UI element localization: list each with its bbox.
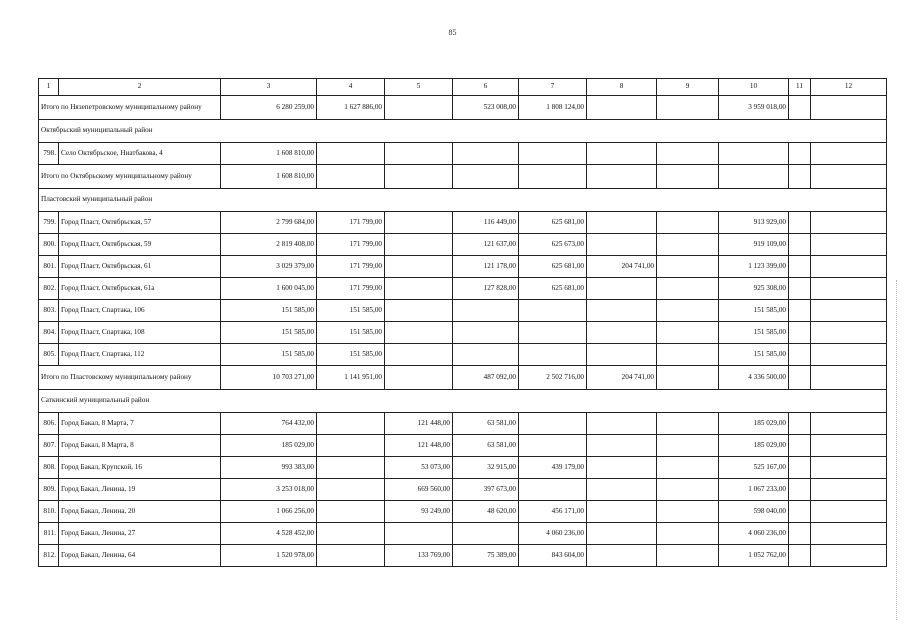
value-cell (385, 212, 453, 234)
value-cell: 171 799,00 (317, 234, 385, 256)
value-cell: 185 029,00 (719, 413, 789, 435)
value-cell (811, 278, 887, 300)
value-cell (657, 322, 719, 344)
value-cell (719, 165, 789, 189)
section-title: Октябрьский муниципальный район (39, 120, 887, 143)
value-cell: 1 052 762,00 (719, 545, 789, 567)
value-cell (789, 278, 811, 300)
value-cell (587, 96, 657, 120)
value-cell (587, 344, 657, 366)
address-cell: Город Бакал, Ленина, 20 (59, 501, 221, 523)
address-cell: Город Бакал, Ленина, 19 (59, 479, 221, 501)
value-cell (789, 413, 811, 435)
value-cell: 10 703 271,00 (221, 366, 317, 390)
value-cell (811, 545, 887, 567)
value-cell (587, 413, 657, 435)
value-cell: 3 029 379,00 (221, 256, 317, 278)
value-cell (789, 366, 811, 390)
value-cell: 171 799,00 (317, 256, 385, 278)
value-cell (587, 479, 657, 501)
value-cell: 4 528 452,00 (221, 523, 317, 545)
value-cell (657, 143, 719, 165)
total-row (39, 165, 887, 189)
row-index: 808. (39, 457, 59, 479)
value-cell (811, 501, 887, 523)
total-label: Итого по Пластовскому муниципальному району (39, 366, 221, 390)
value-cell (657, 545, 719, 567)
value-cell (657, 366, 719, 390)
value-cell: 6 280 259,00 (221, 96, 317, 120)
address-cell: Город Пласт, Спартака, 106 (59, 300, 221, 322)
value-cell (811, 523, 887, 545)
value-cell (587, 501, 657, 523)
value-cell (657, 165, 719, 189)
value-cell (789, 143, 811, 165)
value-cell (789, 212, 811, 234)
value-cell: 625 681,00 (519, 256, 587, 278)
value-cell (385, 165, 453, 189)
value-cell (453, 300, 519, 322)
value-cell: 913 929,00 (719, 212, 789, 234)
value-cell (587, 523, 657, 545)
value-cell (657, 300, 719, 322)
column-header: 11 (789, 79, 811, 96)
value-cell: 171 799,00 (317, 278, 385, 300)
table-row (39, 435, 887, 457)
table-row (39, 501, 887, 523)
value-cell (385, 322, 453, 344)
value-cell (519, 344, 587, 366)
column-header: 10 (719, 79, 789, 96)
table-row (39, 234, 887, 256)
value-cell (519, 435, 587, 457)
value-cell: 2 799 684,00 (221, 212, 317, 234)
total-row (39, 96, 887, 120)
section-title: Саткинский муниципальный район (39, 390, 887, 413)
row-index: 804. (39, 322, 59, 344)
value-cell: 625 681,00 (519, 212, 587, 234)
value-cell: 121 178,00 (453, 256, 519, 278)
page-number: 85 (448, 28, 457, 37)
value-cell (317, 165, 385, 189)
value-cell (385, 278, 453, 300)
value-cell (811, 212, 887, 234)
row-index: 805. (39, 344, 59, 366)
address-cell: Город Пласт, Октябрьская, 57 (59, 212, 221, 234)
value-cell: 121 448,00 (385, 413, 453, 435)
table-row (39, 143, 887, 165)
value-cell: 116 449,00 (453, 212, 519, 234)
value-cell: 185 029,00 (221, 435, 317, 457)
value-cell: 127 828,00 (453, 278, 519, 300)
total-row (39, 366, 887, 390)
value-cell (789, 457, 811, 479)
value-cell: 121 448,00 (385, 435, 453, 457)
value-cell: 487 092,00 (453, 366, 519, 390)
value-cell (811, 413, 887, 435)
value-cell (519, 300, 587, 322)
value-cell: 764 432,00 (221, 413, 317, 435)
column-header: 8 (587, 79, 657, 96)
value-cell (811, 165, 887, 189)
value-cell (657, 501, 719, 523)
column-header: 9 (657, 79, 719, 96)
value-cell (789, 256, 811, 278)
value-cell (385, 523, 453, 545)
value-cell (587, 435, 657, 457)
value-cell (453, 322, 519, 344)
column-header: 7 (519, 79, 587, 96)
value-cell: 3 959 018,00 (719, 96, 789, 120)
section-title: Пластовский муниципальный район (39, 189, 887, 212)
value-cell (789, 344, 811, 366)
value-cell: 525 167,00 (719, 457, 789, 479)
section-header-row (39, 390, 887, 413)
value-cell (317, 523, 385, 545)
value-cell: 151 585,00 (719, 344, 789, 366)
value-cell: 133 769,00 (385, 545, 453, 567)
value-cell: 63 581,00 (453, 413, 519, 435)
address-cell: Город Бакал, 8 Марта, 8 (59, 435, 221, 457)
value-cell (519, 479, 587, 501)
value-cell (657, 457, 719, 479)
value-cell (657, 256, 719, 278)
column-header: 1 (39, 79, 59, 96)
value-cell: 456 171,00 (519, 501, 587, 523)
value-cell: 93 249,00 (385, 501, 453, 523)
value-cell (317, 479, 385, 501)
row-index: 803. (39, 300, 59, 322)
value-cell (587, 300, 657, 322)
value-cell (811, 322, 887, 344)
value-cell (519, 322, 587, 344)
column-header: 12 (811, 79, 887, 96)
address-cell: Город Пласт, Октябрьская, 61а (59, 278, 221, 300)
value-cell (811, 479, 887, 501)
value-cell (657, 413, 719, 435)
value-cell (519, 165, 587, 189)
value-cell: 53 073,00 (385, 457, 453, 479)
row-index: 811. (39, 523, 59, 545)
value-cell (587, 545, 657, 567)
table-row (39, 212, 887, 234)
value-cell (657, 523, 719, 545)
value-cell: 925 308,00 (719, 278, 789, 300)
value-cell (587, 143, 657, 165)
value-cell: 1 627 886,00 (317, 96, 385, 120)
column-header: 5 (385, 79, 453, 96)
value-cell (385, 300, 453, 322)
value-cell (789, 435, 811, 457)
value-cell: 1 600 045,00 (221, 278, 317, 300)
total-label: Итого по Октябрьскому муниципальному району (39, 165, 221, 189)
value-cell: 1 520 978,00 (221, 545, 317, 567)
value-cell (811, 96, 887, 120)
value-cell: 843 604,00 (519, 545, 587, 567)
value-cell: 1 808 124,00 (519, 96, 587, 120)
value-cell: 121 637,00 (453, 234, 519, 256)
column-header: 2 (59, 79, 221, 96)
value-cell: 1 066 256,00 (221, 501, 317, 523)
column-header: 4 (317, 79, 385, 96)
value-cell: 919 109,00 (719, 234, 789, 256)
value-cell (453, 165, 519, 189)
value-cell: 2 819 408,00 (221, 234, 317, 256)
value-cell: 1 141 951,00 (317, 366, 385, 390)
value-cell (657, 435, 719, 457)
value-cell (789, 322, 811, 344)
value-cell (385, 344, 453, 366)
value-cell: 151 585,00 (719, 322, 789, 344)
value-cell (811, 344, 887, 366)
value-cell (789, 165, 811, 189)
value-cell (317, 457, 385, 479)
value-cell (719, 143, 789, 165)
value-cell: 1 608 810,00 (221, 165, 317, 189)
address-cell: Город Пласт, Спартака, 112 (59, 344, 221, 366)
address-cell: Город Бакал, Ленина, 27 (59, 523, 221, 545)
value-cell (811, 457, 887, 479)
table-row (39, 256, 887, 278)
address-cell: Город Пласт, Октябрьская, 59 (59, 234, 221, 256)
value-cell (811, 143, 887, 165)
value-cell (789, 523, 811, 545)
row-index: 807. (39, 435, 59, 457)
value-cell: 63 581,00 (453, 435, 519, 457)
value-cell: 2 502 716,00 (519, 366, 587, 390)
value-cell: 4 336 500,00 (719, 366, 789, 390)
value-cell (811, 256, 887, 278)
value-cell (587, 234, 657, 256)
data-table (38, 78, 887, 567)
table-header-row (39, 79, 887, 96)
value-cell: 151 585,00 (317, 322, 385, 344)
value-cell (317, 545, 385, 567)
row-index: 809. (39, 479, 59, 501)
section-header-row (39, 120, 887, 143)
value-cell (385, 366, 453, 390)
value-cell (317, 501, 385, 523)
row-index: 812. (39, 545, 59, 567)
value-cell: 4 060 236,00 (519, 523, 587, 545)
table-row (39, 479, 887, 501)
scan-artifact (895, 280, 897, 620)
address-cell: Город Бакал, 8 Марта, 7 (59, 413, 221, 435)
value-cell: 151 585,00 (221, 344, 317, 366)
row-index: 800. (39, 234, 59, 256)
value-cell: 669 560,00 (385, 479, 453, 501)
row-index: 806. (39, 413, 59, 435)
value-cell (789, 545, 811, 567)
value-cell (587, 457, 657, 479)
value-cell (453, 143, 519, 165)
value-cell: 151 585,00 (317, 344, 385, 366)
table-row (39, 300, 887, 322)
value-cell (385, 96, 453, 120)
table-row (39, 322, 887, 344)
value-cell: 1 123 399,00 (719, 256, 789, 278)
value-cell (317, 413, 385, 435)
value-cell (587, 212, 657, 234)
value-cell (811, 435, 887, 457)
value-cell (385, 234, 453, 256)
value-cell (657, 212, 719, 234)
value-cell (587, 322, 657, 344)
row-index: 810. (39, 501, 59, 523)
value-cell: 75 389,00 (453, 545, 519, 567)
value-cell: 185 029,00 (719, 435, 789, 457)
row-index: 799. (39, 212, 59, 234)
address-cell: Село Октябрьское, Ниатбакова, 4 (59, 143, 221, 165)
value-cell: 151 585,00 (221, 300, 317, 322)
value-cell (789, 96, 811, 120)
column-header: 3 (221, 79, 317, 96)
value-cell (657, 234, 719, 256)
value-cell (657, 278, 719, 300)
table-row (39, 545, 887, 567)
value-cell (587, 165, 657, 189)
column-header: 6 (453, 79, 519, 96)
value-cell: 625 681,00 (519, 278, 587, 300)
value-cell: 171 799,00 (317, 212, 385, 234)
row-index: 801. (39, 256, 59, 278)
value-cell: 1 067 233,00 (719, 479, 789, 501)
value-cell (519, 413, 587, 435)
value-cell (657, 96, 719, 120)
value-cell (811, 366, 887, 390)
value-cell: 151 585,00 (221, 322, 317, 344)
value-cell: 3 253 018,00 (221, 479, 317, 501)
value-cell (317, 435, 385, 457)
value-cell (657, 344, 719, 366)
value-cell: 439 179,00 (519, 457, 587, 479)
value-cell (385, 143, 453, 165)
table-body (39, 79, 887, 567)
address-cell: Город Пласт, Октябрьская, 61 (59, 256, 221, 278)
section-header-row (39, 189, 887, 212)
value-cell: 4 060 236,00 (719, 523, 789, 545)
value-cell: 598 040,00 (719, 501, 789, 523)
value-cell (453, 523, 519, 545)
total-label: Итого по Нязепетровскому муниципальному району (39, 96, 221, 120)
value-cell: 48 620,00 (453, 501, 519, 523)
row-index: 802. (39, 278, 59, 300)
value-cell (789, 234, 811, 256)
value-cell: 32 915,00 (453, 457, 519, 479)
value-cell (789, 300, 811, 322)
value-cell (789, 479, 811, 501)
value-cell (789, 501, 811, 523)
value-cell (587, 278, 657, 300)
value-cell: 523 008,00 (453, 96, 519, 120)
address-cell: Город Пласт, Спартака, 108 (59, 322, 221, 344)
value-cell: 151 585,00 (719, 300, 789, 322)
table-row (39, 457, 887, 479)
table-row (39, 344, 887, 366)
value-cell (453, 344, 519, 366)
value-cell: 625 673,00 (519, 234, 587, 256)
value-cell: 204 741,00 (587, 256, 657, 278)
table-row (39, 278, 887, 300)
row-index: 798. (39, 143, 59, 165)
value-cell: 993 383,00 (221, 457, 317, 479)
address-cell: Город Бакал, Ленина, 64 (59, 545, 221, 567)
value-cell (811, 234, 887, 256)
value-cell: 151 585,00 (317, 300, 385, 322)
table-row (39, 413, 887, 435)
value-cell (811, 300, 887, 322)
value-cell (317, 143, 385, 165)
value-cell: 1 608 810,00 (221, 143, 317, 165)
address-cell: Город Бакал, Крупской, 16 (59, 457, 221, 479)
value-cell (519, 143, 587, 165)
value-cell: 204 741,00 (587, 366, 657, 390)
value-cell (657, 479, 719, 501)
table-row (39, 523, 887, 545)
value-cell (385, 256, 453, 278)
value-cell: 397 673,00 (453, 479, 519, 501)
